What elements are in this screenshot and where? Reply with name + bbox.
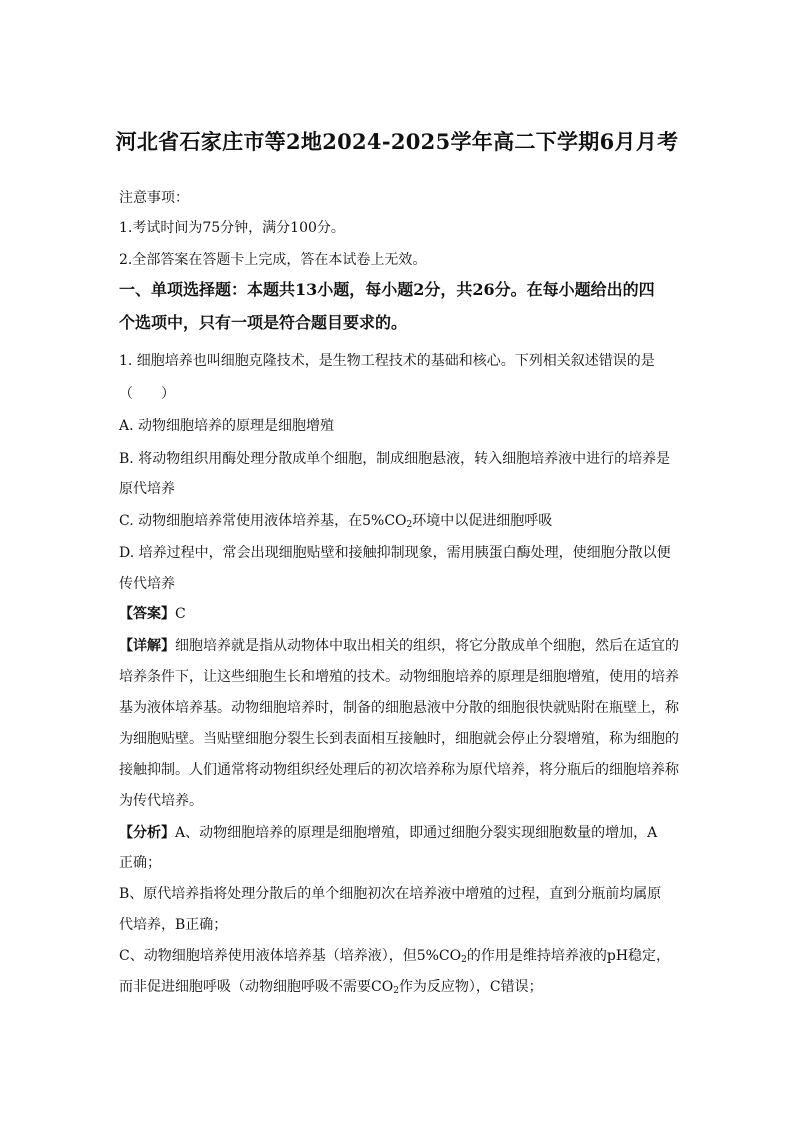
- page-title: 河北省石家庄市等2地2024-2025学年高二下学期6月月考: [115, 129, 679, 154]
- analysis-b-line-2: 代培养，B正确；: [119, 917, 228, 933]
- analysis-a-line-1: 【分析】A、动物细胞培养的原理是细胞增殖，即通过细胞分裂实现细胞数量的增加，A: [119, 825, 658, 841]
- detail-line-1: 【详解】细胞培养就是指从动物体中取出相关的组织，将它分散成单个细胞，然后在适宜的: [119, 638, 679, 654]
- analysis-c-line-1: C、动物细胞培养使用液体培养基（培养液），但$5\%CO_2$的作用是维持培养液的pH稳定，: [119, 948, 671, 965]
- option-b-line-2: 原代培养: [119, 481, 175, 497]
- analysis-b-line-1: B、原代培养指将处理分散后的单个细胞初次在培养液中增殖的过程，直到分瓶前均属原: [119, 886, 662, 902]
- question-1-stem-line-1: 1. 细胞培养也叫细胞克隆技术，是生物工程技术的基础和核心。下列相关叙述错误的是: [119, 353, 655, 369]
- option-d-line-1: D. 培养过程中，常会出现细胞贴壁和接触抑制现象，需用胰蛋白酶处理，使细胞分散以便: [119, 545, 671, 561]
- option-a: A. 动物细胞培养的原理是细胞增殖: [119, 418, 335, 434]
- detail-tag: 【详解】: [119, 638, 175, 654]
- analysis-a-line-2: 正确；: [119, 855, 161, 871]
- analysis-tag: 【分析】: [119, 825, 175, 841]
- notice-item-1: 1.考试时间为75分钟，满分100分。: [119, 220, 345, 236]
- section-heading-line-1: 一、单项选择题：本题共13小题，每小题2分，共26分。在每小题给出的四: [119, 280, 655, 299]
- detail-line-6: 为传代培养。: [119, 793, 203, 809]
- answer-value: C: [175, 606, 186, 622]
- detail-line-5: 接触抑制。人们通常将动物组织经处理后的初次培养称为原代培养，将分瓶后的细胞培养称: [119, 762, 679, 778]
- answer-line: [119, 604, 679, 624]
- option-b-line-1: B. 将动物组织用酶处理分散成单个细胞，制成细胞悬液，转入细胞培养液中进行的培养是: [119, 451, 671, 467]
- detail-line-3: 基为液体培养基。动物细胞培养时，制备的细胞悬液中分散的细胞很快就贴附在瓶壁上，称: [119, 700, 679, 716]
- analysis-c-line-2: 而非促进细胞呼吸（动物细胞呼吸不需要$CO_2$作为反应物），C错误；: [119, 979, 543, 996]
- question-1-stem-line-2: （ ）: [119, 386, 175, 402]
- notice-heading: 注意事项：: [119, 190, 189, 206]
- option-d-line-2: 传代培养: [119, 576, 175, 592]
- answer-tag: 【答案】: [119, 606, 175, 622]
- detail-line-4: 为细胞贴壁。当贴壁细胞分裂生长到表面相互接触时，细胞就会停止分裂增殖，称为细胞的: [119, 731, 679, 747]
- option-c: C. 动物细胞培养常使用液体培养基，在$5\%CO_2$环境中以促进细胞呼吸: [119, 513, 553, 530]
- section-heading-line-2: 个选项中，只有一项是符合题目要求的。: [119, 313, 408, 332]
- detail-line-2: 培养条件下，让这些细胞生长和增殖的技术。动物细胞培养的原理是细胞增殖，使用的培养: [119, 669, 679, 685]
- notice-item-2: 2.全部答案在答题卡上完成，答在本试卷上无效。: [119, 252, 427, 268]
